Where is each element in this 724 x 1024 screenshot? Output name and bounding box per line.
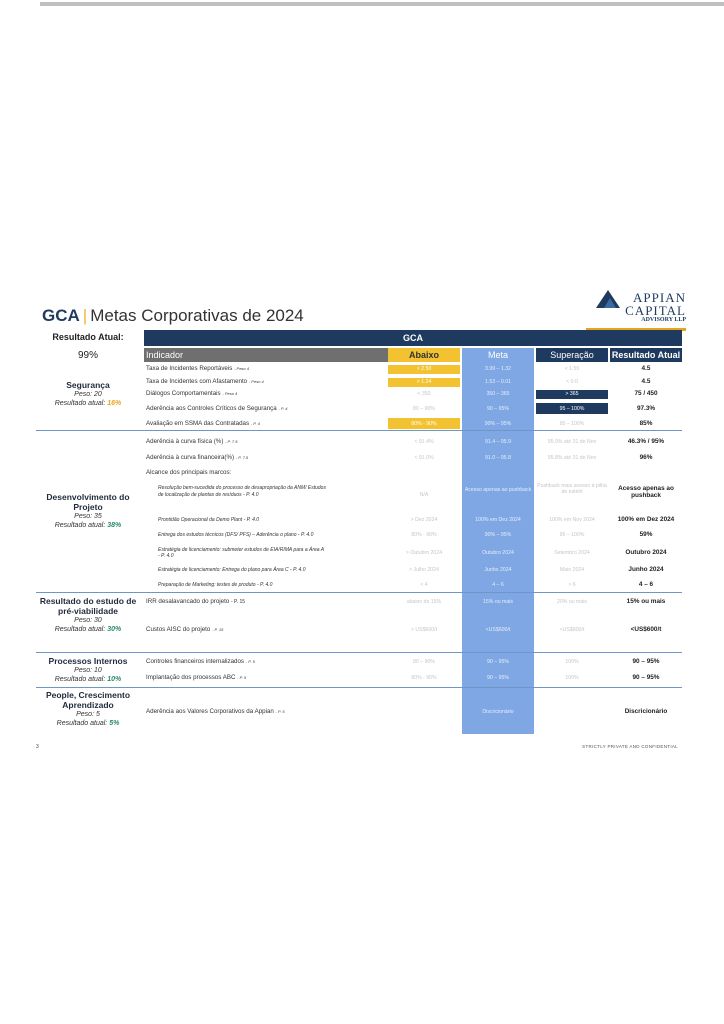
cell-superacao: > 365 [565,391,579,397]
table-row [144,468,682,478]
cell-superacao: 100% [565,675,579,681]
indicator-label: Aderência à curva física (%) - P. 7.5 [146,438,238,445]
section-pre-viabilidade [36,596,140,634]
indicator-label: Estratégia de licenciamento: submeter estudos de EIA/RIMA para a Área A [158,547,325,553]
cell-meta: Discricionário [482,709,514,715]
cell-abaixo: abaixo de 15% [406,599,442,605]
cell-resultado: 85% [639,420,653,427]
indicator-label: Aderência à curva financeira(%) - P. 7.5 [146,454,249,461]
page-number: 3 [36,744,39,750]
cell-resultado: Discricionário [624,708,668,715]
cell-resultado: 75 / 450 [634,390,658,397]
section-peso: Peso: 35 [74,513,102,520]
indicator-label: Estratégia de licenciamento: Entrega do plano para Área C - P. 4.0 [158,567,306,573]
section-resultado-value: 16% [107,400,122,407]
column-header-indicador: Indicador [144,348,388,362]
cell-superacao: Maio 2024 [559,567,585,573]
scan-edge-line [40,2,724,6]
indicator-peso: - P. 4.0 [158,553,174,559]
cell-abaixo: > Julho 2024 [409,567,439,573]
table-row [144,514,682,526]
indicator-label: Preparação de Marketing: testes de produto - P. 4.0 [158,582,273,588]
cell-abaixo: N/A [419,492,429,498]
section-processos-internos [36,656,140,684]
section-people [36,690,140,728]
indicator-label: Prontidão Operacional da Demo Plant - P. 4.0 [158,517,260,523]
cell-meta: 90% – 95% [484,532,512,538]
section-resultado [36,675,140,684]
table-row [144,579,682,591]
cell-abaixo: < 91.0% [414,455,434,461]
cell-meta: 15% ou mais [483,599,513,605]
section-resultado-prefix: Resultado atual: [54,626,106,633]
table-row [144,529,682,541]
cell-meta: 91.0 – 95.8 [485,455,511,461]
cell-abaixo: > Outubro 2024 [405,550,443,556]
table-row [144,672,682,684]
cell-superacao: 95.8% até 31 de Nov [547,455,597,461]
section-name: People, Crescimento Aprendizado [45,690,131,710]
section-resultado-prefix: Resultado atual: [54,522,106,529]
cell-resultado: 4 – 6 [638,581,654,588]
section-peso: Peso: 5 [76,711,100,718]
cell-resultado: 100% em Dez 2024 [617,516,675,523]
section-resultado [36,719,140,728]
table-row [144,706,682,718]
cell-superacao: < 1.55 [564,366,580,372]
indicator-label: Custos AISC do projeto - P. 15 [146,626,224,633]
cell-meta: 90 – 95% [487,675,509,681]
cell-resultado: 90 – 95% [632,674,660,681]
cell-resultado: Outubro 2024 [625,549,667,556]
cell-abaixo: 80 – 90% [413,659,435,665]
cell-meta: Junho 2024 [484,567,512,573]
cell-meta: 350 – 365 [486,391,510,397]
cell-superacao: <US$600/t [559,627,585,633]
column-header-resultado: Resultado Atual [611,350,681,360]
appian-logo [596,288,686,328]
cell-resultado: <US$600/t [630,626,662,633]
indicator-label: IRR desalavancado do projeto - P. 15 [146,598,246,605]
cell-abaixo: > 1.24 [416,379,432,385]
cell-meta: 91.4 – 95.9 [485,439,511,445]
cell-meta: Outubro 2024 [482,550,514,556]
cell-meta: <US$600/t [485,627,511,633]
cell-superacao: < 0.0 [566,379,578,385]
indicator-label: Entrega dos estudos técnicos (DFS/ PFS) – Aderência o plano - P. 4.0 [158,532,314,538]
indicator-label: Implantação dos processos ABC - P. 5 [146,674,247,681]
cell-meta: Acesso apenas ao pushback [464,487,532,493]
resultado-label: Resultado Atual: [52,332,124,342]
table-row [144,482,682,504]
indicator-label-line-2: de localização de plantas de resíduos - P. 4.0 [158,492,259,498]
cell-superacao: Pushback mais acesso à pilha de estéril [537,483,607,495]
section-peso: Peso: 20 [74,391,102,398]
table-row [144,436,682,448]
section-peso: Peso: 30 [74,617,102,624]
cell-superacao: 95.9% até 31 de Nov [547,439,597,445]
cell-resultado: Acesso apenas ao pushback [618,485,674,499]
table-row [144,624,682,636]
gca-header-bar: GCA [144,330,682,346]
cell-meta: 90 – 95% [487,406,509,412]
cell-meta: 100% em Dez 2024 [475,517,521,523]
cell-resultado: 46.3% / 95% [627,438,665,445]
column-header-meta: Meta [462,348,534,362]
cell-resultado: 15% ou mais [626,598,666,605]
section-resultado-prefix: Resultado atual: [56,720,108,727]
cell-resultado: 96% [639,454,653,461]
table-row [144,377,682,387]
section-divider [36,430,682,431]
cell-superacao: > 6 [568,582,576,588]
section-divider [36,592,682,593]
section-seguranca [36,380,140,408]
cell-resultado: 90 – 95% [632,658,660,665]
cell-meta: 4 – 6 [492,582,504,588]
table-row [144,596,682,608]
section-resultado-value: 5% [109,720,120,727]
section-name: Resultado do estudo de pré-viabilidade [39,596,137,616]
column-header-superacao: Superação [536,348,608,362]
table-row [144,545,682,561]
section-resultado [36,625,140,634]
section-desenvolvimento [36,492,140,530]
section-divider [36,652,682,653]
table-row [144,452,682,464]
section-peso: Peso: 10 [74,667,102,674]
table-row [144,418,682,429]
title-separator: | [82,306,88,325]
confidential-note: STRICTLY PRIVATE AND CONFIDENTIAL [582,744,678,749]
section-resultado-value: 38% [107,522,122,529]
cell-abaixo: 80% - 90% [411,421,437,427]
section-name: Desenvolvimento do Projeto [46,492,130,512]
section-resultado-value: 10% [107,676,122,683]
indicator-label: Taxa de Incidentes com Afastamento - Peso 4 [146,378,264,385]
cell-meta: 90% – 95% [484,421,512,427]
cell-superacao: 95 – 100% [559,532,585,538]
logo-line-3: ADVISORY LLP [641,317,686,323]
section-resultado-value: 30% [107,626,122,633]
cell-meta: 90 – 95% [487,659,509,665]
cell-abaixo: 80% - 90% [411,532,437,538]
indicator-label: Aderência aos Valores Corporativos da Appian - P. 5 [146,708,285,715]
logo-line-1: APPIAN [633,290,686,305]
table-row [144,656,682,668]
table-row [144,364,682,374]
section-resultado-prefix: Resultado atual: [54,400,106,407]
cell-resultado: 4.5 [641,365,651,372]
cell-resultado: 59% [639,531,653,538]
table-row [144,389,682,399]
cell-abaixo: 80 – 90% [413,406,435,412]
cell-superacao: 100% [565,659,579,665]
cell-resultado: 97.3% [636,405,656,412]
indicator-label: Alcance dos principais marcos: [146,469,232,476]
section-resultado [36,399,140,408]
indicator-label: Aderência aos Controles Críticos de Segurança - P. 4 [146,405,288,412]
cell-meta: 1.53 – 0.01 [485,379,511,385]
cell-resultado: Junho 2024 [628,566,664,573]
cell-meta: 3.99 – 1.32 [485,366,511,372]
cell-superacao: 20% ou mais [557,599,587,605]
table-row [144,564,682,576]
section-resultado [36,521,140,530]
indicator-label: Taxa de Incidentes Reportáveis - Peso 4 [146,365,249,372]
cell-abaixo: > Dez 2024 [410,517,438,523]
section-resultado-prefix: Resultado atual: [54,676,106,683]
logo-line-2: CAPITAL [625,303,686,318]
cell-abaixo: > 2.50 [416,366,432,372]
indicator-label: Diálogos Comportamentais - Peso 4 [146,390,238,397]
indicator-label: Avaliação em SSMA das Contratadas - P. 4 [146,420,260,427]
cell-abaixo: < 350 [417,391,431,397]
mountain-logo-icon [596,288,620,308]
cell-abaixo: > US$600/t [410,627,438,633]
cell-abaixo: < 4 [420,582,428,588]
column-header-abaixo: Abaixo [388,348,460,362]
cell-abaixo: < 91.4% [414,439,434,445]
cell-superacao: 95 – 100% [559,406,585,412]
cell-superacao: Setembro 2024 [554,550,590,556]
cell-resultado: 4.5 [641,378,651,385]
indicator-label: Controles financeiros internalizados - P. 5 [146,658,255,665]
cell-superacao: 95 – 100% [559,421,585,427]
table-row [144,403,682,414]
section-name: Segurança [66,380,110,390]
cell-abaixo: 80% - 90% [411,675,437,681]
resultado-value: 99% [77,350,98,361]
title-subtitle: Metas Corporativas de 2024 [90,306,304,325]
section-divider [36,687,682,688]
indicator-label: Resolução bem-sucedida do processo de desapropriação da ANM/ Estudos [158,485,326,491]
section-name: Processos Internos [48,656,128,666]
title-brand: GCA [42,306,80,325]
cell-superacao: 100% em Nov 2024 [549,517,595,523]
page-title [42,306,304,326]
